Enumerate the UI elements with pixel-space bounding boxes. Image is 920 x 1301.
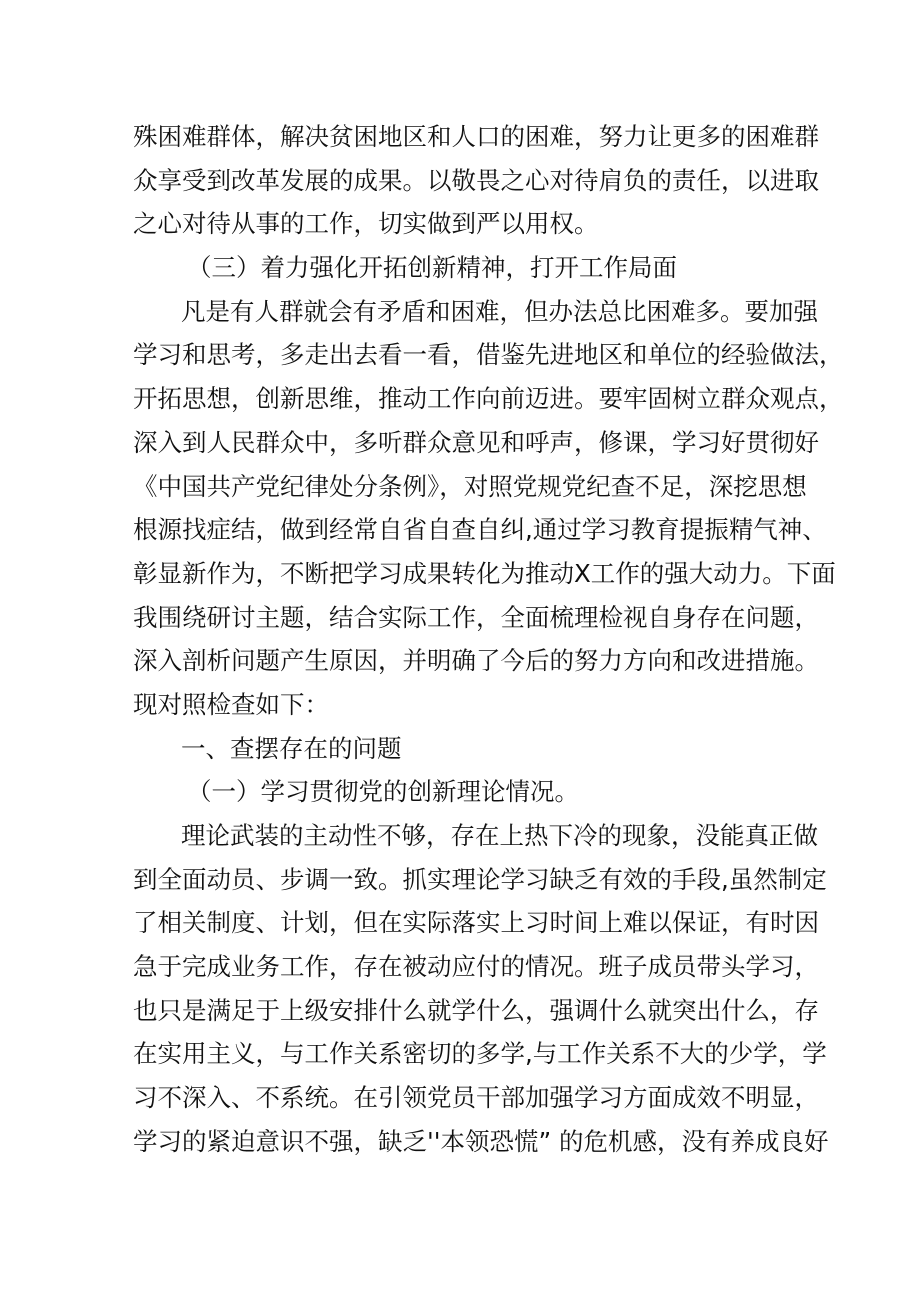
- text-line: 深入剖析问题产生原因，并明确了今后的努力方向和改进措施。: [133, 646, 819, 676]
- text-line: 在实用主义，与工作关系密切的多学,与工作关系不大的少学，学: [133, 1039, 827, 1069]
- text-line: 我围绕研讨主题，结合实际工作，全面梳理检视自身存在问题，: [133, 602, 819, 632]
- text-line: 到全面动员、步调一致。抓实理论学习缺乏有效的手段,虽然制定: [133, 864, 827, 894]
- text-line: 殊困难群体，解决贫困地区和人口的困难，努力让更多的困难群: [133, 122, 819, 151]
- text-line: 学习的紧迫意识不强，缺乏''本领恐慌” 的危机感，没有养成良好: [133, 1126, 829, 1156]
- text-line: 深入到人民群众中，多听群众意见和呼声，修课，学习好贯彻好: [133, 427, 819, 457]
- section-heading-3: （三）着力强化开拓创新精神，打开工作局面: [187, 253, 677, 283]
- text-line: 《中国共产党纪律处分条例》，对照党规党纪查不足，深挖思想: [133, 471, 807, 501]
- text-line: 根源找症结，做到经常自省自查自纠,通过学习教育提振精气神、: [133, 515, 827, 545]
- text-line: 之心对待从事的工作，切实做到严以用权。: [133, 209, 599, 239]
- text-line: 开拓思想，创新思维，推动工作向前迈进。要牢固树立群众观点，: [133, 384, 844, 414]
- text-line: 急于完成业务工作，存在被动应付的情况。班子成员带头学习，: [133, 952, 819, 982]
- section-heading-1: 一、查摆存在的问题: [181, 733, 402, 763]
- text-line: 习不深入、不系统。在引领党员干部加强学习方面成效不明显，: [133, 1083, 819, 1113]
- subsection-heading-1: （一）学习贯彻党的创新理论情况。: [187, 777, 579, 807]
- paragraph-start: 凡是有人群就会有矛盾和困难，但办法总比困难多。要加强: [181, 296, 818, 326]
- text-line: 也只是满足于上级安排什么就学什么，强调什么就突出什么，存: [133, 995, 819, 1025]
- text-line: 彰显新作为，不断把学习成果转化为推动X工作的强大动力。下面: [133, 558, 836, 588]
- text-line: 现对照检查如下：: [133, 689, 329, 719]
- text-line: 了相关制度、计划，但在实际落实上习时间上难以保证，有时因: [133, 908, 819, 938]
- text-line: 学习和思考，多走出去看一看，借鉴先进地区和单位的经验做法，: [133, 340, 844, 370]
- paragraph-start: 理论武装的主动性不够，存在上热下冷的现象，没能真正做: [181, 821, 818, 850]
- text-line: 众享受到改革发展的成果。以敬畏之心对待肩负的责任，以进取: [133, 165, 819, 195]
- document-body: [133, 115, 844, 1164]
